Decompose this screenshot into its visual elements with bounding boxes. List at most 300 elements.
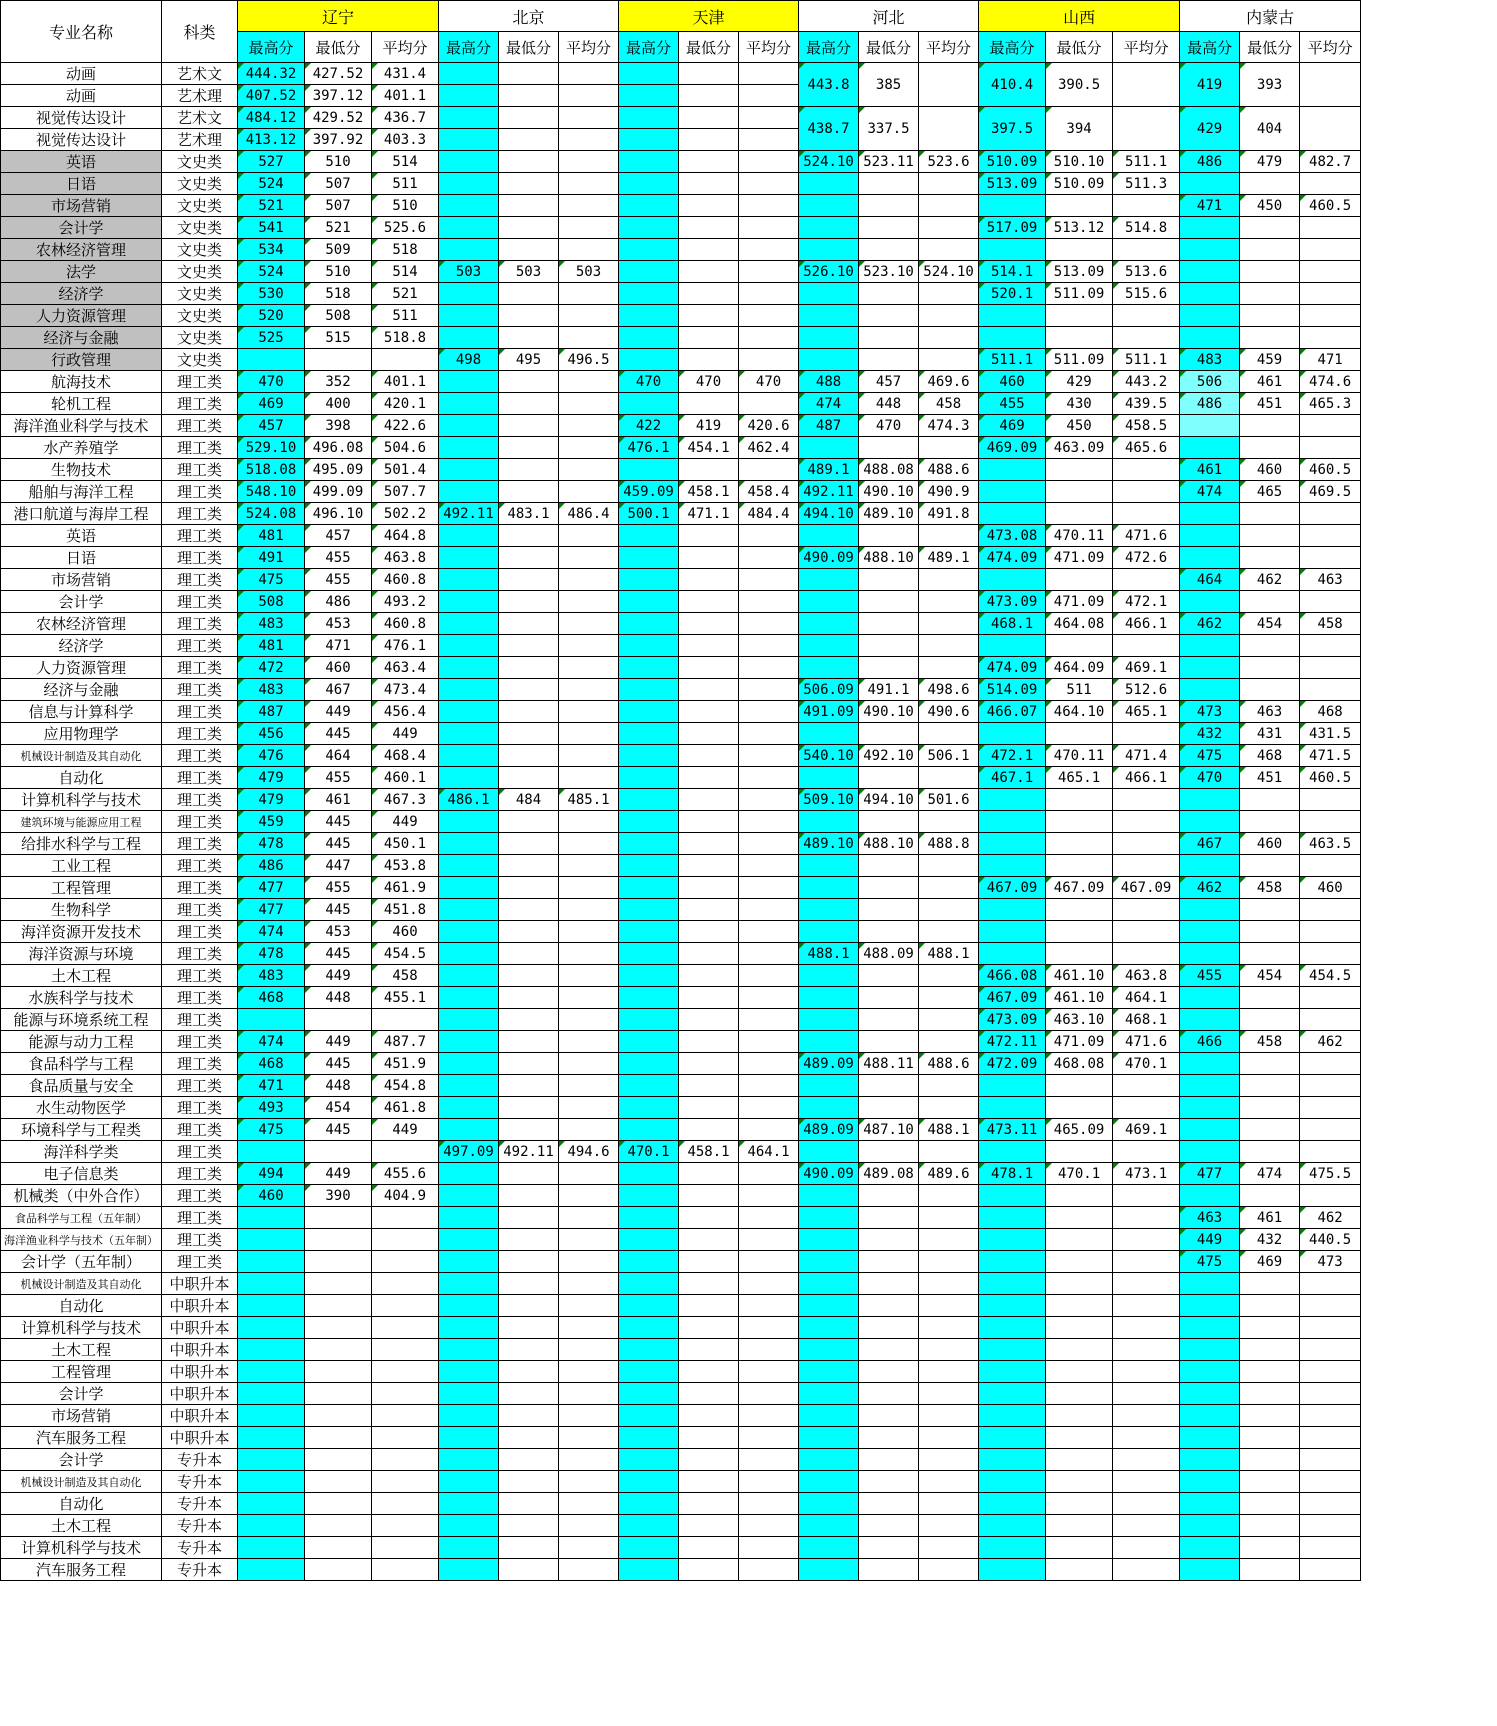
- score-cell: [739, 239, 799, 261]
- score-cell: [1046, 921, 1113, 943]
- score-cell: 492.11: [439, 503, 499, 525]
- score-cell: [559, 481, 619, 503]
- major-name: 工程管理: [1, 877, 162, 899]
- score-cell: [1240, 943, 1300, 965]
- score-cell: [799, 1493, 859, 1515]
- score-cell: [859, 811, 919, 833]
- score-cell: 474: [1240, 1163, 1300, 1185]
- score-cell: [439, 1207, 499, 1229]
- score-cell: [859, 1009, 919, 1031]
- score-cell: [919, 1097, 979, 1119]
- score-cell: 337.5: [859, 107, 919, 151]
- score-cell: [1300, 503, 1361, 525]
- score-cell: 445: [305, 833, 372, 855]
- score-cell: [559, 1449, 619, 1471]
- score-cell: [1300, 547, 1361, 569]
- score-cell: [305, 1361, 372, 1383]
- category: 理工类: [162, 1097, 238, 1119]
- score-cell: 457: [859, 371, 919, 393]
- major-name: 英语: [1, 151, 162, 173]
- score-cell: 478.1: [979, 1163, 1046, 1185]
- score-cell: 462: [1300, 1031, 1361, 1053]
- score-cell: [679, 701, 739, 723]
- score-cell: [979, 1251, 1046, 1273]
- score-cell: 462: [1240, 569, 1300, 591]
- score-cell: 469: [1240, 1251, 1300, 1273]
- score-cell: [1300, 261, 1361, 283]
- score-cell: 481: [238, 525, 305, 547]
- score-cell: [1300, 217, 1361, 239]
- score-cell: 445: [305, 899, 372, 921]
- header-metric: 平均分: [372, 32, 439, 63]
- score-cell: [1300, 657, 1361, 679]
- score-cell: [679, 393, 739, 415]
- table-row: [1, 195, 1361, 217]
- score-cell: [499, 1229, 559, 1251]
- score-cell: [979, 1141, 1046, 1163]
- score-cell: [1180, 1537, 1240, 1559]
- score-cell: 460: [1240, 459, 1300, 481]
- score-cell: [499, 1339, 559, 1361]
- score-cell: [679, 1207, 739, 1229]
- major-name: 农林经济管理: [1, 239, 162, 261]
- score-cell: [679, 1229, 739, 1251]
- score-cell: [559, 393, 619, 415]
- score-cell: [1046, 1537, 1113, 1559]
- score-cell: [1180, 1449, 1240, 1471]
- header-province-1: 北京: [439, 1, 619, 32]
- score-cell: 462: [1180, 613, 1240, 635]
- score-cell: [859, 1185, 919, 1207]
- score-cell: [1300, 899, 1361, 921]
- score-cell: [679, 1251, 739, 1273]
- score-cell: [1113, 1471, 1180, 1493]
- score-cell: [739, 789, 799, 811]
- category: 理工类: [162, 921, 238, 943]
- score-cell: 493: [238, 1097, 305, 1119]
- score-cell: [919, 173, 979, 195]
- score-cell: 501.6: [919, 789, 979, 811]
- score-cell: [372, 1537, 439, 1559]
- major-name: 能源与环境系统工程: [1, 1009, 162, 1031]
- score-cell: [305, 1427, 372, 1449]
- score-cell: [1180, 217, 1240, 239]
- score-cell: 488.6: [919, 1053, 979, 1075]
- score-cell: [919, 437, 979, 459]
- score-cell: [1180, 305, 1240, 327]
- score-cell: [499, 833, 559, 855]
- score-cell: [1113, 1493, 1180, 1515]
- score-cell: 471.4: [1113, 745, 1180, 767]
- score-cell: [1180, 635, 1240, 657]
- score-cell: 410.4: [979, 63, 1046, 107]
- score-cell: 467.09: [1113, 877, 1180, 899]
- score-cell: [799, 1317, 859, 1339]
- score-cell: [1046, 1361, 1113, 1383]
- major-name: 经济与金融: [1, 327, 162, 349]
- score-cell: [439, 305, 499, 327]
- score-cell: [799, 1449, 859, 1471]
- score-cell: [1113, 1251, 1180, 1273]
- score-cell: [1180, 1405, 1240, 1427]
- category: 理工类: [162, 987, 238, 1009]
- score-cell: [619, 1317, 679, 1339]
- score-cell: [679, 965, 739, 987]
- score-cell: 508: [305, 305, 372, 327]
- score-cell: 521: [372, 283, 439, 305]
- score-cell: [1046, 195, 1113, 217]
- score-cell: 474.3: [919, 415, 979, 437]
- score-cell: [619, 525, 679, 547]
- major-name: 自动化: [1, 1493, 162, 1515]
- category: 文史类: [162, 173, 238, 195]
- score-cell: [1300, 1361, 1361, 1383]
- score-cell: 524: [238, 173, 305, 195]
- category: 理工类: [162, 899, 238, 921]
- score-cell: [559, 1075, 619, 1097]
- score-cell: [1180, 943, 1240, 965]
- score-cell: [739, 965, 799, 987]
- score-cell: [439, 151, 499, 173]
- score-cell: [739, 745, 799, 767]
- score-cell: [305, 1251, 372, 1273]
- score-cell: [1300, 1119, 1361, 1141]
- score-cell: [1240, 1405, 1300, 1427]
- score-cell: [619, 1163, 679, 1185]
- score-cell: [679, 129, 739, 151]
- score-cell: 471.09: [1046, 547, 1113, 569]
- score-cell: [859, 1339, 919, 1361]
- score-cell: [619, 767, 679, 789]
- score-cell: [559, 767, 619, 789]
- score-cell: [439, 767, 499, 789]
- category: 理工类: [162, 437, 238, 459]
- score-cell: 454: [1240, 613, 1300, 635]
- category: 理工类: [162, 1163, 238, 1185]
- score-cell: 467.1: [979, 767, 1046, 789]
- score-cell: [439, 833, 499, 855]
- score-cell: 488.08: [859, 459, 919, 481]
- score-cell: [1240, 1185, 1300, 1207]
- major-name: 会计学: [1, 1449, 162, 1471]
- score-cell: 473.4: [372, 679, 439, 701]
- score-cell: [679, 459, 739, 481]
- major-name: 水产养殖学: [1, 437, 162, 459]
- score-cell: [739, 327, 799, 349]
- score-cell: 449: [305, 1031, 372, 1053]
- score-cell: [559, 1427, 619, 1449]
- table-row: [1, 1383, 1361, 1405]
- score-cell: [499, 1295, 559, 1317]
- score-cell: [619, 1493, 679, 1515]
- score-cell: 488.1: [919, 1119, 979, 1141]
- score-cell: [859, 1295, 919, 1317]
- major-name: 工业工程: [1, 855, 162, 877]
- score-cell: 491.09: [799, 701, 859, 723]
- score-cell: [439, 591, 499, 613]
- score-cell: [679, 1559, 739, 1581]
- score-cell: [679, 591, 739, 613]
- score-cell: [739, 1119, 799, 1141]
- score-cell: [499, 591, 559, 613]
- score-cell: 511.1: [979, 349, 1046, 371]
- category: 艺术理: [162, 129, 238, 151]
- score-cell: 443.2: [1113, 371, 1180, 393]
- score-cell: [919, 1317, 979, 1339]
- score-cell: [1046, 1075, 1113, 1097]
- score-cell: [499, 1053, 559, 1075]
- score-cell: 467.09: [979, 877, 1046, 899]
- major-name: 视觉传达设计: [1, 107, 162, 129]
- category: 理工类: [162, 547, 238, 569]
- score-cell: 524.08: [238, 503, 305, 525]
- score-cell: [1180, 1273, 1240, 1295]
- score-cell: 523.11: [859, 151, 919, 173]
- score-cell: [799, 1009, 859, 1031]
- score-cell: [679, 767, 739, 789]
- score-cell: [739, 261, 799, 283]
- score-cell: 501.4: [372, 459, 439, 481]
- score-cell: [439, 1537, 499, 1559]
- score-cell: [619, 1273, 679, 1295]
- score-cell: [739, 63, 799, 85]
- score-cell: [919, 1229, 979, 1251]
- score-cell: [619, 723, 679, 745]
- category: 中职升本: [162, 1339, 238, 1361]
- score-cell: [305, 1339, 372, 1361]
- score-cell: [439, 1119, 499, 1141]
- score-cell: [619, 305, 679, 327]
- score-cell: 510: [372, 195, 439, 217]
- score-cell: [439, 921, 499, 943]
- score-cell: [1113, 1405, 1180, 1427]
- score-cell: 429: [1046, 371, 1113, 393]
- header-metric: 最高分: [799, 32, 859, 63]
- score-cell: [1180, 327, 1240, 349]
- score-cell: 490.09: [799, 1163, 859, 1185]
- score-cell: [1180, 1383, 1240, 1405]
- score-cell: [1113, 1361, 1180, 1383]
- score-cell: [859, 1471, 919, 1493]
- score-cell: [679, 1493, 739, 1515]
- score-cell: 465.1: [1113, 701, 1180, 723]
- score-cell: 476: [238, 745, 305, 767]
- score-cell: [679, 1339, 739, 1361]
- score-cell: 490.09: [799, 547, 859, 569]
- score-cell: [1113, 327, 1180, 349]
- score-cell: [238, 1273, 305, 1295]
- score-cell: 448: [305, 1075, 372, 1097]
- major-name: 水族科学与技术: [1, 987, 162, 1009]
- score-cell: [1180, 1009, 1240, 1031]
- score-cell: [499, 1273, 559, 1295]
- header-metric: 最低分: [859, 32, 919, 63]
- score-cell: [979, 503, 1046, 525]
- score-cell: [979, 1537, 1046, 1559]
- score-cell: [799, 1537, 859, 1559]
- score-cell: [439, 745, 499, 767]
- score-cell: [439, 107, 499, 129]
- header-metric: 平均分: [559, 32, 619, 63]
- table-row: [1, 239, 1361, 261]
- score-cell: [619, 1449, 679, 1471]
- score-cell: 511: [372, 173, 439, 195]
- major-name: 市场营销: [1, 195, 162, 217]
- score-cell: 471.6: [1113, 1031, 1180, 1053]
- score-cell: 510.09: [1046, 173, 1113, 195]
- score-cell: [799, 877, 859, 899]
- score-cell: [1113, 1141, 1180, 1163]
- score-cell: 468: [1240, 745, 1300, 767]
- table-row: [1, 745, 1361, 767]
- score-cell: [679, 1009, 739, 1031]
- score-cell: 514: [372, 151, 439, 173]
- score-cell: [979, 1361, 1046, 1383]
- category: 中职升本: [162, 1427, 238, 1449]
- score-cell: [499, 239, 559, 261]
- score-cell: 513.12: [1046, 217, 1113, 239]
- major-name: 日语: [1, 173, 162, 195]
- score-cell: [1240, 1273, 1300, 1295]
- score-cell: [499, 305, 559, 327]
- score-cell: [859, 723, 919, 745]
- score-cell: [919, 195, 979, 217]
- score-cell: [305, 1295, 372, 1317]
- score-cell: 486.1: [439, 789, 499, 811]
- score-cell: 524: [238, 261, 305, 283]
- score-cell: [799, 635, 859, 657]
- score-cell: [619, 261, 679, 283]
- score-cell: [739, 591, 799, 613]
- score-cell: 488.6: [919, 459, 979, 481]
- score-cell: [679, 525, 739, 547]
- score-cell: [1046, 789, 1113, 811]
- score-cell: [372, 1405, 439, 1427]
- score-cell: [559, 1273, 619, 1295]
- category: 理工类: [162, 1229, 238, 1251]
- score-cell: 463: [1300, 569, 1361, 591]
- score-cell: 472.6: [1113, 547, 1180, 569]
- score-cell: 458.4: [739, 481, 799, 503]
- score-cell: [1113, 1339, 1180, 1361]
- score-cell: 454.5: [1300, 965, 1361, 987]
- table-row: [1, 1163, 1361, 1185]
- score-cell: [919, 1405, 979, 1427]
- score-cell: 487: [238, 701, 305, 723]
- score-cell: [799, 217, 859, 239]
- score-cell: 470: [859, 415, 919, 437]
- score-cell: [499, 1317, 559, 1339]
- table-row: [1, 481, 1361, 503]
- score-cell: [979, 1075, 1046, 1097]
- score-cell: 484: [499, 789, 559, 811]
- score-cell: [739, 1361, 799, 1383]
- table-row: [1, 547, 1361, 569]
- score-cell: [1240, 899, 1300, 921]
- score-cell: 401.1: [372, 371, 439, 393]
- category: 理工类: [162, 1251, 238, 1273]
- score-cell: [739, 943, 799, 965]
- score-cell: [1240, 1053, 1300, 1075]
- score-cell: 488.8: [919, 833, 979, 855]
- score-cell: 461: [305, 789, 372, 811]
- score-cell: [739, 987, 799, 1009]
- score-cell: [1113, 1383, 1180, 1405]
- major-name: 法学: [1, 261, 162, 283]
- score-cell: 460.5: [1300, 767, 1361, 789]
- table-row: [1, 1229, 1361, 1251]
- score-cell: [679, 1097, 739, 1119]
- table-row: [1, 965, 1361, 987]
- score-cell: [979, 481, 1046, 503]
- score-cell: [919, 1471, 979, 1493]
- score-cell: [679, 107, 739, 129]
- score-cell: [439, 239, 499, 261]
- score-cell: [1240, 1075, 1300, 1097]
- score-cell: [499, 107, 559, 129]
- score-cell: [559, 195, 619, 217]
- score-cell: 458: [1300, 613, 1361, 635]
- score-cell: 461.10: [1046, 965, 1113, 987]
- score-cell: [1300, 679, 1361, 701]
- score-cell: [499, 393, 559, 415]
- score-cell: [499, 283, 559, 305]
- score-cell: [1046, 1251, 1113, 1273]
- score-cell: [238, 1405, 305, 1427]
- major-name: 经济学: [1, 283, 162, 305]
- score-cell: 476.1: [619, 437, 679, 459]
- score-cell: [499, 745, 559, 767]
- score-cell: [1113, 789, 1180, 811]
- table-row: [1, 371, 1361, 393]
- table-row: [1, 1119, 1361, 1141]
- score-cell: [1113, 1559, 1180, 1581]
- score-cell: [739, 613, 799, 635]
- score-cell: [619, 1185, 679, 1207]
- score-cell: [238, 1559, 305, 1581]
- score-cell: 511.3: [1113, 173, 1180, 195]
- table-row: [1, 1427, 1361, 1449]
- score-cell: [1046, 327, 1113, 349]
- score-cell: [305, 1515, 372, 1537]
- major-name: 农林经济管理: [1, 613, 162, 635]
- table-row: [1, 1075, 1361, 1097]
- score-cell: 459: [238, 811, 305, 833]
- score-cell: [1046, 855, 1113, 877]
- score-cell: [1113, 811, 1180, 833]
- score-cell: [1113, 943, 1180, 965]
- score-cell: [499, 1119, 559, 1141]
- score-cell: 463.4: [372, 657, 439, 679]
- score-cell: [439, 943, 499, 965]
- score-cell: 476.1: [372, 635, 439, 657]
- score-cell: [499, 613, 559, 635]
- score-cell: [679, 327, 739, 349]
- score-cell: [559, 635, 619, 657]
- score-cell: [979, 1317, 1046, 1339]
- score-cell: [305, 1405, 372, 1427]
- score-cell: [499, 899, 559, 921]
- score-cell: [1180, 855, 1240, 877]
- score-cell: [979, 569, 1046, 591]
- score-cell: [919, 1427, 979, 1449]
- score-cell: [859, 613, 919, 635]
- score-cell: [1300, 1405, 1361, 1427]
- score-cell: [979, 723, 1046, 745]
- score-cell: [372, 1361, 439, 1383]
- score-cell: 453: [305, 613, 372, 635]
- score-cell: 447: [305, 855, 372, 877]
